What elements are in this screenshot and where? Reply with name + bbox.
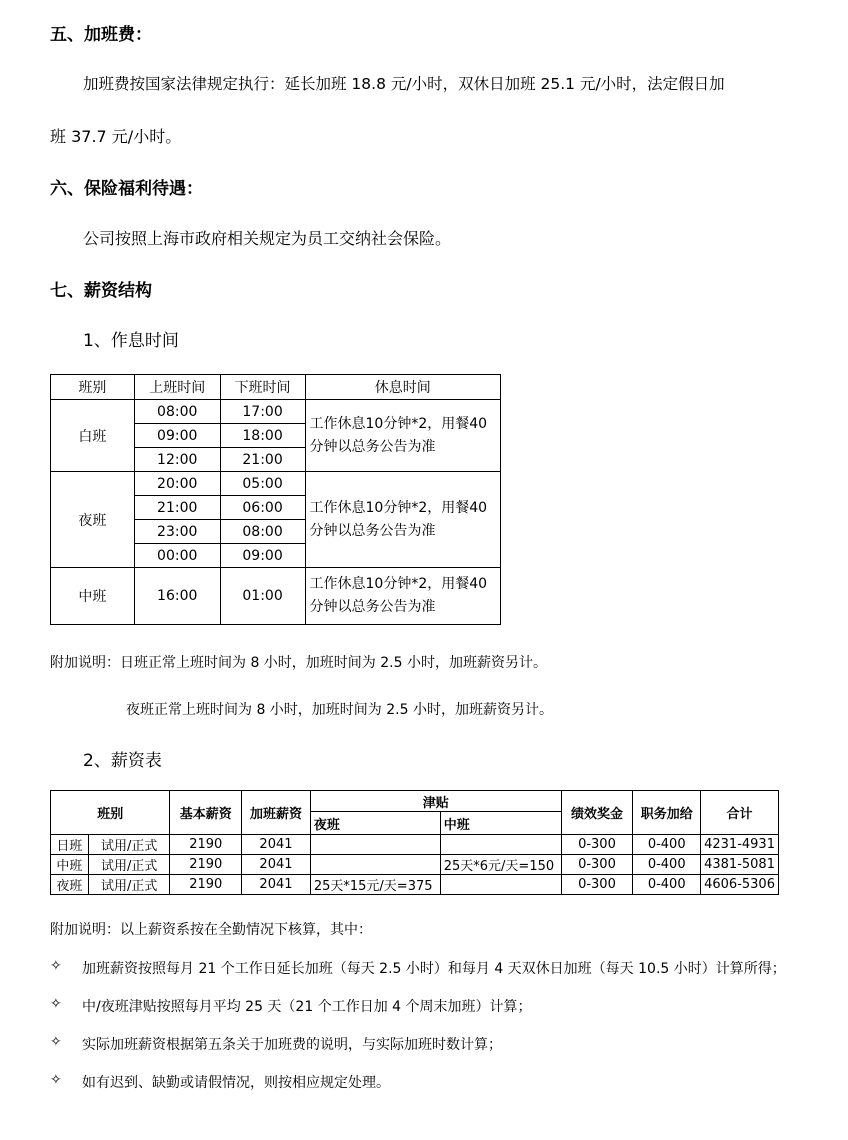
salary-night-allowance: 25天*15元/天=375 (310, 875, 440, 895)
salary-header-allowance: 津贴 (310, 791, 561, 812)
schedule-header-shift: 班别 (51, 375, 135, 400)
salary-position: 0-400 (633, 855, 701, 875)
note-2-intro: 附加说明：以上薪资系按在全勤情况下核算，其中： (50, 922, 372, 938)
bullet-diamond-icon: ✧ (50, 1034, 62, 1050)
salary-night-allowance (310, 835, 440, 855)
table-row (51, 835, 779, 855)
salary-header-row (51, 791, 779, 812)
list-item-text: 加班薪资按照每月 21 个工作日延长加班（每天 2.5 小时）和每月 4 天双休日加班（每天 10.5 小时）计算所得； (82, 961, 786, 977)
start-time: 12:00 (134, 448, 220, 472)
salary-total: 4381-5081 (701, 855, 779, 875)
subsection-1-title: 1、作息时间 (83, 331, 179, 351)
salary-header-base: 基本薪资 (170, 791, 242, 835)
salary-base: 2190 (170, 835, 242, 855)
salary-position: 0-400 (633, 875, 701, 895)
start-time: 00:00 (134, 544, 220, 568)
salary-header-shift: 班别 (51, 791, 170, 835)
salary-shift: 夜班 (51, 875, 89, 895)
salary-position: 0-400 (633, 835, 701, 855)
end-time: 17:00 (220, 400, 305, 424)
salary-header-night: 夜班 (310, 812, 440, 835)
salary-mid-allowance (440, 835, 561, 855)
section-5-heading: 五、加班费： (50, 25, 152, 45)
section-5-text-line1: 加班费按国家法律规定执行：延长加班 18.8 元/小时，双休日加班 25.1 元/小时，法定假日加 (83, 75, 725, 93)
list-item (50, 958, 830, 978)
list-item (50, 996, 830, 1016)
subsection-2-title: 2、薪资表 (83, 751, 162, 771)
salary-bonus: 0-300 (561, 855, 633, 875)
salary-header-overtime: 加班薪资 (242, 791, 311, 835)
list-item-text: 实际加班薪资根据第五条关于加班费的说明，与实际加班时数计算； (82, 1037, 502, 1053)
start-time: 23:00 (134, 520, 220, 544)
salary-header-position: 职务加给 (633, 791, 701, 835)
salary-mid-allowance (440, 875, 561, 895)
section-7-heading: 七、薪资结构 (50, 281, 152, 301)
salary-shift: 中班 (51, 855, 89, 875)
end-time: 21:00 (220, 448, 305, 472)
shift-name: 夜班 (51, 472, 135, 568)
rest-note: 工作休息10分钟*2，用餐40分钟以总务公告为准 (305, 568, 501, 625)
shift-name: 中班 (51, 568, 135, 625)
list-item (50, 1072, 830, 1092)
salary-header-mid: 中班 (440, 812, 561, 835)
salary-table (50, 790, 779, 895)
salary-overtime: 2041 (242, 835, 311, 855)
salary-header-total: 合计 (701, 791, 779, 835)
list-item (50, 1034, 830, 1054)
rest-note: 工作休息10分钟*2，用餐40分钟以总务公告为准 (305, 400, 501, 472)
salary-type: 试用/正式 (88, 835, 170, 855)
table-row (51, 875, 779, 895)
end-time: 09:00 (220, 544, 305, 568)
note-1-line2: 夜班正常上班时间为 8 小时，加班时间为 2.5 小时，加班薪资另计。 (126, 702, 553, 718)
shift-name: 白班 (51, 400, 135, 472)
start-time: 20:00 (134, 472, 220, 496)
end-time: 08:00 (220, 520, 305, 544)
salary-bonus: 0-300 (561, 835, 633, 855)
schedule-header-end: 下班时间 (220, 375, 305, 400)
salary-base: 2190 (170, 875, 242, 895)
start-time: 08:00 (134, 400, 220, 424)
table-row (51, 855, 779, 875)
salary-overtime: 2041 (242, 855, 311, 875)
bullet-diamond-icon: ✧ (50, 1072, 62, 1088)
start-time: 21:00 (134, 496, 220, 520)
end-time: 06:00 (220, 496, 305, 520)
salary-type: 试用/正式 (88, 855, 170, 875)
table-row (51, 400, 501, 424)
note-1-line1: 附加说明：日班正常上班时间为 8 小时，加班时间为 2.5 小时，加班薪资另计。 (50, 655, 547, 671)
salary-bonus: 0-300 (561, 875, 633, 895)
schedule-header-row (51, 375, 501, 400)
bullet-diamond-icon: ✧ (50, 958, 62, 974)
salary-total: 4231-4931 (701, 835, 779, 855)
section-5-text-line2: 班 37.7 元/小时。 (50, 127, 182, 146)
end-time: 01:00 (220, 568, 305, 625)
list-item-text: 中/夜班津贴按照每月平均 25 天（21 个工作日加 4 个周末加班）计算； (82, 999, 532, 1015)
salary-header-bonus: 绩效奖金 (561, 791, 633, 835)
salary-night-allowance (310, 855, 440, 875)
start-time: 09:00 (134, 424, 220, 448)
schedule-header-start: 上班时间 (134, 375, 220, 400)
salary-base: 2190 (170, 855, 242, 875)
rest-note: 工作休息10分钟*2，用餐40分钟以总务公告为准 (305, 472, 501, 568)
salary-mid-allowance: 25天*6元/天=150 (440, 855, 561, 875)
salary-overtime: 2041 (242, 875, 311, 895)
bullet-diamond-icon: ✧ (50, 996, 62, 1012)
start-time: 16:00 (134, 568, 220, 625)
schedule-header-rest: 休息时间 (305, 375, 501, 400)
end-time: 05:00 (220, 472, 305, 496)
end-time: 18:00 (220, 424, 305, 448)
schedule-table (50, 374, 501, 625)
salary-shift: 日班 (51, 835, 89, 855)
table-row (51, 568, 501, 625)
table-row (51, 472, 501, 496)
salary-type: 试用/正式 (88, 875, 170, 895)
list-item-text: 如有迟到、缺勤或请假情况，则按相应规定处理。 (82, 1075, 390, 1091)
salary-total: 4606-5306 (701, 875, 779, 895)
section-6-heading: 六、保险福利待遇： (50, 179, 203, 199)
section-6-text: 公司按照上海市政府相关规定为员工交纳社会保险。 (83, 229, 452, 248)
